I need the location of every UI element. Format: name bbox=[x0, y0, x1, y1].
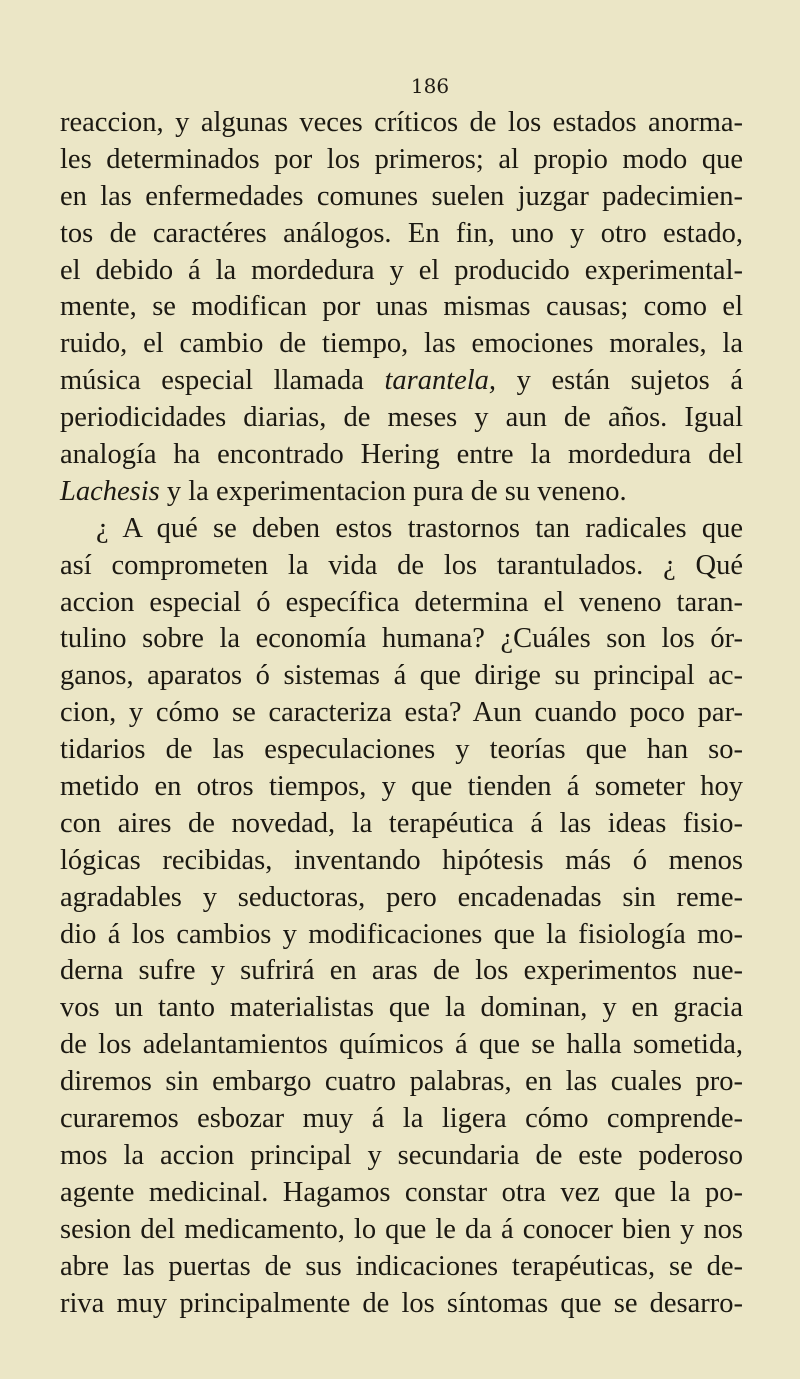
text-line bbox=[60, 953, 743, 990]
text-run: tos de caractéres análogos. En fin, uno y otro estado, bbox=[60, 217, 743, 249]
text-run: agente medicinal. Hagamos constar otra vez que la po- bbox=[60, 1176, 743, 1208]
text-run: mente, se modifican por unas mismas causas; como el bbox=[60, 291, 743, 323]
text-line bbox=[60, 253, 743, 290]
page-number: 186 bbox=[410, 74, 450, 98]
text-line bbox=[60, 437, 743, 474]
text-run: el debido á la mordedura y el producido experimental- bbox=[60, 254, 743, 286]
text-run: ganos, aparatos ó sistemas á que dirige su principal ac- bbox=[60, 660, 743, 692]
text-run: abre las puertas de sus indicaciones terapéuticas, se de- bbox=[60, 1250, 743, 1282]
text-line bbox=[60, 216, 743, 253]
text-line bbox=[60, 1138, 743, 1175]
text-line bbox=[60, 1101, 743, 1138]
text-run: reaccion, y algunas veces críticos de los estados anorma- bbox=[60, 107, 743, 138]
body-text bbox=[60, 105, 743, 1322]
text-line bbox=[60, 806, 743, 843]
text-run: vos un tanto materialistas que la dominan, y en gracia bbox=[60, 992, 743, 1024]
text-run: y están sujetos á bbox=[496, 365, 743, 397]
text-run: cion, y cómo se caracteriza esta? Aun cuando poco par- bbox=[60, 697, 743, 729]
text-line bbox=[60, 843, 743, 880]
text-line bbox=[60, 732, 743, 769]
text-line bbox=[60, 880, 743, 917]
text-line bbox=[60, 548, 743, 585]
italic-term: Lachesis bbox=[60, 475, 160, 507]
text-line bbox=[60, 1249, 743, 1286]
text-run: lógicas recibidas, inventando hipótesis más ó menos bbox=[60, 844, 743, 876]
text-line bbox=[60, 695, 743, 732]
text-run: mos la accion principal y secundaria de este poderoso bbox=[60, 1139, 743, 1171]
text-line bbox=[60, 105, 743, 142]
text-line bbox=[60, 142, 743, 179]
text-line bbox=[60, 990, 743, 1027]
text-run: diremos sin embargo cuatro palabras, en las cuales pro- bbox=[60, 1066, 743, 1098]
text-line bbox=[60, 917, 743, 954]
text-line bbox=[60, 1175, 743, 1212]
text-run: accion especial ó específica determina el veneno taran- bbox=[60, 586, 743, 618]
text-line bbox=[60, 326, 743, 363]
text-run: curaremos esbozar muy á la ligera cómo comprende- bbox=[60, 1103, 743, 1135]
text-run: ruido, el cambio de tiempo, las emociones morales, la bbox=[60, 328, 743, 360]
text-run: de los adelantamientos químicos á que se halla sometida, bbox=[60, 1029, 743, 1061]
text-run: en las enfermedades comunes suelen juzgar padecimien- bbox=[60, 180, 743, 212]
text-run: agradables y seductoras, pero encadenadas sin reme- bbox=[60, 881, 743, 913]
text-line bbox=[60, 1286, 743, 1323]
text-run: así comprometen la vida de los tarantulados. ¿ Qué bbox=[60, 549, 743, 581]
text-line bbox=[60, 621, 743, 658]
text-line bbox=[60, 511, 743, 548]
text-run: derna sufre y sufrirá en aras de los experimentos nue- bbox=[60, 955, 743, 987]
text-run: música especial llamada bbox=[60, 365, 385, 397]
text-run: metido en otros tiempos, y que tienden á someter hoy bbox=[60, 771, 743, 803]
text-run: tulino sobre la economía humana? ¿Cuáles son los ór- bbox=[60, 623, 743, 655]
text-line bbox=[60, 585, 743, 622]
text-run: les determinados por los primeros; al propio modo que bbox=[60, 143, 743, 175]
text-run: riva muy principalmente de los síntomas que se desarro- bbox=[60, 1287, 743, 1319]
text-run: analogía ha encontrado Hering entre la mordedura del bbox=[60, 439, 743, 471]
text-line bbox=[60, 363, 743, 400]
text-line bbox=[60, 658, 743, 695]
text-run: ¿ A qué se deben estos trastornos tan radicales que bbox=[96, 512, 743, 544]
text-line bbox=[60, 1027, 743, 1064]
text-line bbox=[60, 289, 743, 326]
text-line bbox=[60, 1064, 743, 1101]
text-run: tidarios de las especulaciones y teorías que han so- bbox=[60, 734, 743, 766]
text-line bbox=[60, 474, 743, 511]
text-line bbox=[60, 769, 743, 806]
text-line bbox=[60, 1212, 743, 1249]
text-line bbox=[60, 179, 743, 216]
italic-term: tarantela, bbox=[384, 365, 497, 397]
text-run: periodicidades diarias, de meses y aun de años. Igual bbox=[60, 402, 743, 434]
text-run: dio á los cambios y modificaciones que la fisiología mo- bbox=[60, 918, 743, 950]
text-run: sesion del medicamento, lo que le da á conocer bien y nos bbox=[60, 1213, 743, 1245]
text-run: y la experimentacion pura de su veneno. bbox=[159, 475, 627, 507]
text-run: con aires de novedad, la terapéutica á las ideas fisio- bbox=[60, 807, 743, 839]
text-line bbox=[60, 400, 743, 437]
